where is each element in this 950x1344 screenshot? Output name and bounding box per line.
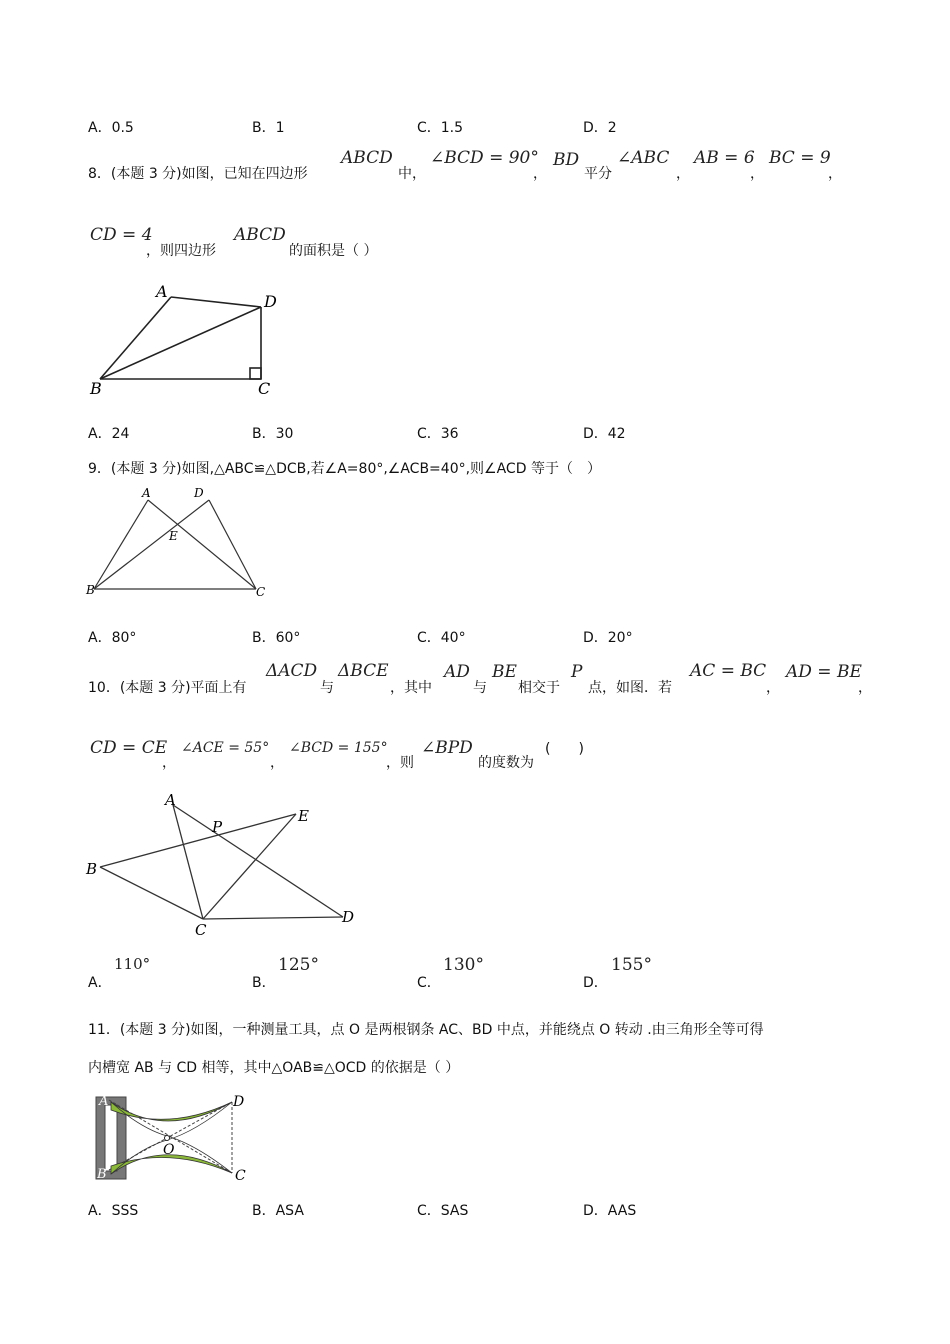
q10-option-c-letter: C． [417, 975, 441, 991]
q8-text-area: 的面积是（ ） [289, 243, 378, 259]
q9-text: 9．(本题 3 分)如图,△ABC≌△DCB,若∠A=80°,∠ACB=40°,则∠ACD 等于（ ） [88, 461, 601, 477]
q8-quadrilateral-figure [80, 280, 290, 400]
q11-measuring-tool-figure [85, 1088, 260, 1188]
q10-text-dushu: 的度数为 [478, 755, 534, 771]
q8-math-angle-abc: ∠ABC [617, 148, 670, 168]
q9-option-b: B．60° [252, 630, 301, 646]
q8-option-b: B．30 [252, 426, 294, 442]
q10-option-a-letter: A． [88, 975, 112, 991]
q10-option-a-value: 110° [114, 955, 151, 973]
q8-option-c: C．36 [417, 426, 459, 442]
q11-line2: 内槽宽 AB 与 CD 相等，其中△OAB≌△OCD 的依据是（ ） [88, 1060, 460, 1076]
q10-text-xiangjiao: 相交于 [518, 680, 560, 696]
q9-label-b: B [86, 583, 95, 597]
q10-text-yu: 与 [320, 680, 334, 696]
q10-math-angle-bpd: ∠BPD [421, 738, 473, 758]
q9-option-d: D．20° [583, 630, 633, 646]
q10-option-b-letter: B． [252, 975, 276, 991]
q7-option-a: A．0.5 [88, 120, 134, 136]
q10-triangles-figure [80, 785, 370, 940]
q10-sep4: ， [270, 755, 284, 771]
q10-text-dian: 点，如图．若 [588, 680, 672, 696]
q7-option-c: C．1.5 [417, 120, 464, 136]
q10-math-angle-ace: ∠ACE = 55° [181, 740, 270, 756]
q11-label-o: O [163, 1142, 175, 1158]
q10-math-ad: AD [444, 662, 470, 682]
q11-option-b: B．ASA [252, 1203, 304, 1219]
q11-option-c: C．SAS [417, 1203, 469, 1219]
q8-text-pingfen: 平分 [584, 166, 612, 182]
q8-math-abcd: ABCD [341, 148, 393, 168]
q8-label-b: B [90, 379, 102, 398]
q8-label-a: A [156, 282, 168, 301]
q10-math-tri-acd: ΔACD [266, 661, 318, 681]
q10-option-b-value: 125° [278, 955, 319, 975]
q10-math-cd-ce: CD = CE [90, 738, 168, 758]
q11-label-b: B [97, 1167, 107, 1182]
q10-sep1: ， [766, 680, 780, 696]
q7-option-b: B．1 [252, 120, 285, 136]
q10-math-tri-bce: ΔBCE [338, 661, 389, 681]
q8-math-cd: CD = 4 [90, 225, 153, 245]
q9-triangles-figure [80, 480, 280, 600]
q9-label-e: E [169, 529, 178, 543]
q8-math-bc: BC = 9 [769, 148, 831, 168]
q8-math-ab: AB = 6 [694, 148, 755, 168]
q10-label-b: B [86, 860, 98, 878]
q10-math-be: BE [492, 662, 517, 682]
q10-sep2: ， [858, 680, 872, 696]
q10-label-e: E [298, 807, 309, 825]
q8-text-zhong: 中， [398, 166, 426, 182]
q10-sep3: ， [162, 755, 176, 771]
q8-option-a: A．24 [88, 426, 130, 442]
q8-sep1: ， [533, 166, 547, 182]
q10-prefix: 10．(本题 3 分)平面上有 [88, 680, 247, 696]
q10-math-p: P [571, 662, 583, 682]
q10-text-ze: ，则 [386, 755, 414, 771]
q11-line1: 11．(本题 3 分)如图，一种测量工具，点 O 是两根钢条 AC、BD 中点，并能绕点 O 转动 .由三角形全等可得 [88, 1022, 764, 1038]
q9-label-a: A [142, 486, 151, 500]
q11-option-a: A．SSS [88, 1203, 139, 1219]
q8-math-bd: BD [553, 150, 580, 170]
q8-option-d: D．42 [583, 426, 626, 442]
q10-paren: ( ) [545, 741, 584, 757]
q11-label-c: C [235, 1168, 246, 1184]
q9-option-c: C．40° [417, 630, 466, 646]
q10-math-ad-be: AD = BE [786, 662, 862, 682]
q10-math-ac-bc: AC = BC [690, 661, 767, 681]
q10-option-c-value: 130° [443, 955, 484, 975]
q8-math-abcd2: ABCD [234, 225, 286, 245]
q8-label-d: D [264, 292, 277, 311]
q9-label-d: D [194, 486, 204, 500]
q11-label-a: A [99, 1094, 109, 1109]
q10-label-c: C [195, 921, 207, 939]
q8-prefix: 8．(本题 3 分)如图，已知在四边形 [88, 166, 308, 182]
q10-text-yu2: 与 [473, 680, 487, 696]
q11-label-d: D [233, 1094, 245, 1110]
q8-math-angle-bcd: ∠BCD = 90° [430, 148, 539, 168]
q9-label-c: C [256, 585, 266, 599]
q11-option-d: D．AAS [583, 1203, 637, 1219]
q8-sep2: ， [676, 166, 690, 182]
q10-label-a: A [165, 791, 176, 809]
q10-option-d-value: 155° [611, 955, 652, 975]
q7-option-d: D．2 [583, 120, 617, 136]
q10-label-p: P [212, 818, 223, 836]
q8-text-ze: ，则四边形 [146, 243, 216, 259]
q8-sep3: ， [750, 166, 764, 182]
q8-label-c: C [258, 379, 271, 398]
q10-label-d: D [342, 908, 355, 926]
q9-option-a: A．80° [88, 630, 137, 646]
q8-sep4: ， [828, 166, 842, 182]
q10-math-angle-bcd: ∠BCD = 155° [289, 740, 388, 756]
q10-option-d-letter: D． [583, 975, 608, 991]
q10-text-qizhong: ，其中 [390, 680, 432, 696]
